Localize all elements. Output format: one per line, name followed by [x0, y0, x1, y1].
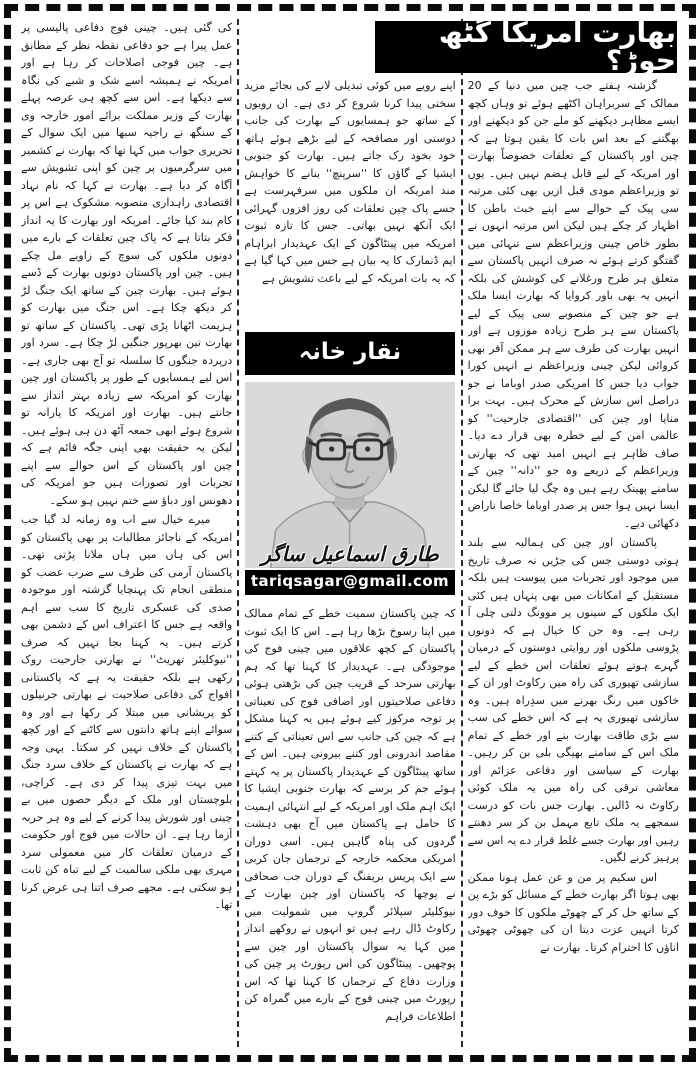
column-label: نقار خانہ — [298, 339, 402, 365]
column-middle-bottom-text — [244, 605, 455, 1047]
author-name-overlay: طارق اسماعیل ساگر — [261, 542, 439, 566]
article-paragraph: میرے خیال سے اب وہ زمانہ لد گیا جب امریکہ کے ناجائز مطالبات پر بھی پاکستان کو اس کی ہاں میں ہاں ملانا پڑتی تھی۔ پاکستان آرمی کی طرف سے ضرب عضب کو منطقی انجام تک پہنچایا گزشتہ اور موجودہ صدی کی عسکری تاریخ کا سب سے اہم واقعہ ہے جس کا اعتراف اس کے دشمن بھی کرتے ہیں۔ یہ کہنا بجا نہیں کہ صرف ''نیوکلیئر تھریٹ'' نے بھارتی جارحیت روک رکھی ہے بلکہ حقیقت یہ ہے کہ پاکستانی افواج کی دفاعی صلاحیت نے بھارتی جرنیلوں کو پریشانی میں مبتلا کر رکھا ہے اور وہ سوائے اپنے ہاتھ دانتوں سے کاٹنے کے اور کچھ پاکستان کے خلاف نہیں کر سکتا۔ یہی وجہ ہے کہ بھارت نے پاکستان کے خلاف سرد جنگ میں بہت تیزی پیدا کر دی ہے۔ کراچی، بلوچستان اور ملک کے دیگر حصوں میں بے چینی اور شورش پیدا کرنے کے لیے وہ ہر حربہ آزما رہا ہے۔ ان حالات میں فوج اور حکومت کے درمیان تعلقات کار میں معمولی سرد مہری بھی ملکی سالمیت کے لیے تباہ کن ثابت ہو سکتی ہے۔ مجھے صرف اتنا ہی عرض کرنا تھا۔ — [21, 513, 233, 911]
article-paragraph: کی گئی ہیں۔ چینی فوج دفاعی پالیسی پر عمل پیرا ہے جو دفاعی نقطہ نظر کے مطابق ہے۔ چین فوجی اصلاحات کر رہا ہے اور امریکہ نے ہمیشہ اسے شک و شبے کی نگاہ سے دیکھا ہے۔ اس سے کچھ ہی عرصہ پہلے بھارت کے وزیر مملکت برائے امور خارجہ وی کے سنگھ نے راجیہ سبھا میں ایک سوال کے تحریری جواب میں کہا تھا کہ بھارت نے کشمیر میں سرگرمیوں پر چین کو اپنی تشویش سے آگاہ کر دیا ہے۔ بھارت نے کہا کہ نام نہاد اقتصادی راہداری منصوبہ مشکوک ہے اس پر کام بند کیا جائے۔ امریکہ اور بھارت کا یہ انداز فکر بتاتا ہے کہ پاک چین تعلقات کے بارے میں دونوں ملکوں کی سوچ کے زاویے مل چکے ہیں۔ چین اور پاکستان دونوں بھارت کے ڈسے ہوئے ہیں۔ بھارت چین کے ساتھ ایک جنگ لڑ کر دیکھ چکا ہے۔ اس جنگ میں بھارت کو ہزیمت اٹھانا پڑی تھی۔ پاکستان کے ساتھ تو بھارت تین بھرپور جنگیں لڑ چکا ہے۔ سرد اور درپردہ جنگوں کا سلسلہ تو آج بھی جاری ہے۔ اس لیے ہمسایوں کے طور پر پاکستان اور چین بھارت کو امریکہ سے زیادہ بہتر انداز سے جانتے ہیں۔ بھارت اور امریکہ کا یارانہ تو شروع ہوئے ابھی جمعہ آٹھ دن ہی ہوئے ہیں۔ لیکن یہ حقیقت بھی اپنی جگہ قائم ہے کہ چین اور پاکستان کے اس حوالے سے اپنے تجربات اور تصورات ہیں جو امریکہ کی دھونس اور دباؤ سے ختم نہیں ہو سکے۔ — [21, 21, 233, 507]
column-middle — [244, 19, 455, 1047]
column-right — [468, 19, 679, 1047]
column-divider — [461, 19, 463, 1047]
column-left — [21, 19, 232, 1047]
author-photo — [245, 382, 454, 568]
article-paragraph: کہ چین پاکستان سمیت خطے کے تمام ممالک میں اپنا رسوخ بڑھا رہا ہے۔ اس کا ایک ثبوت پاکستان کے کچھ علاقوں میں چینی فوج کی موجودگی ہے۔ عہدیدار کا کہنا تھا کہ ہم بھارتی سرحد کے قریب چین کی بڑھتی ہوئی دفاعی صلاحیتوں اور اضافی فوج کی تعیناتی پر توجہ مرکوز کیے ہوئے ہیں یہ کہنا مشکل ہے کہ چین کی جانب سے اس تعیناتی کے کتنے مقاصد اندرونی اور کتنے بیرونی ہیں۔ اس کے ساتھ پینٹاگون کے عہدیدار پاکستان پر یہ کہتے ہوئے جم کر برسے کہ بھارت جنوبی ایشیا کا ایک اہم ملک اور امریکہ کے لیے انتہائی اہمیت کا حامل ہے پاکستان میں آج بھی دہشت گردوں کی پناہ گاہیں ہیں۔ اسی دوران امریکی محکمہ خارجہ کے ترجمان جان کربی سے ایک پریس بریفنگ کے دوران جب صحافی نے پوچھا کہ پاکستان اور چین بھارت کے نیوکلیئر سپلائر گروپ میں شمولیت میں رکاوٹ ڈال رہے ہیں تو انہوں نے روکھے انداز میں کہا یہ سوال پاکستان اور چین سے پوچھیں۔ پینٹاگون کی اس رپورٹ پر چین کی وزارت دفاع کے ترجمان کا کہنا تھا کہ اس رپورٹ میں چینی فوج کے بارے میں گمراہ کن اطلاعات فراہم — [244, 607, 456, 1023]
author-email-bar: tariqsagar@gmail.com — [245, 570, 454, 595]
article-paragraph: اس سکیم پر من و عن عمل ہونا ممکن بھی ہوتا اگر بھارت خطے کے مسائل کو بڑے پن کے ساتھ حل کر کے چھوٹے ملکوں کا خوف دور کرتا انہیں عزت دیتا ان کی چھوٹی چھوٹی اناؤں کا احترام کرتا۔ بھارت نے — [467, 870, 679, 954]
column-divider — [237, 19, 239, 1047]
column-label-box — [245, 332, 454, 375]
article-paragraph: پاکستان اور چین کی ہمالیہ سے بلند ہوتی دوستی جس کی جڑیں نہ صرف تاریخ میں موجود اور تجربات میں پیوست ہیں بلکہ مستقبل کے امکانات میں بھی پنہاں ہیں کئی ایک ملکوں کے سینوں پر موونگ دلتی چلی آ رہی ہے۔ وہ جن کا خیال ہے کہ دونوں پڑوسی ملکوں اور روایتی دوستوں کے درمیان گہرے ہوتے ہوئے تعلقات اس خطے کے لیے سازشی تھیوری کی راہ میں رکاوٹ اور ان کے خاکوں میں رنگ بھرنے میں سدِراہ ہیں۔ وہ سازشی تھیوری یہ ہے کہ اس خطے کی سب سے بڑی طاقت بھارت بنے اور خطے کے تمام ملک اس کے سامنے بھیگی بلی بن کر رہیں۔ بھارت کے سیاسی اور دفاعی عزائم اور معاشی ترقی کی راہ میں یہ ملک کوئی رکاوٹ نہ ڈالیں۔ بھارت جس بات کو درست سمجھے یہ ملک تابع مہمل بن کر سر دھنتے رہیں اور بھارت جسے غلط قرار دے یہ اس سے پرہیز کرنے لگیں۔ — [467, 536, 679, 864]
article-title-box — [376, 16, 676, 77]
portrait-illustration — [245, 382, 454, 568]
column-middle-top-text — [244, 77, 455, 325]
article-paragraph: اپنے رویے میں کوئی تبدیلی لانے کی بجائے مزید سختی پیدا کرنا شروع کر دی ہے۔ ان رویوں کے ساتھ جو ہمسایوں کے بھارت کی جانب دوستی اور مصافحہ کے لیے بڑھے ہوئے ہاتھ خود بخود رک جاتے ہیں۔ بھارت کو جنوبی ایشیا کے گاؤں کا ''سرپنچ'' بنانے کا خواہش مند امریکہ ان ملکوں میں سرفہرست ہے جسے پاک چین تعلقات کی روز افزوں گہرائی ایک آنکھ نہیں بھاتی۔ جس کا تازہ ثبوت امریکہ میں پینٹاگون کے ایک عہدیدار ابراہام ایم ڈنمارک کا یہ بیان ہے جس میں کہا گیا ہے کہ یہ بات امریکہ کے لیے باعث تشویش ہے — [244, 79, 456, 285]
article-title: بھارت امریکا گٹھ جوڑ؟ — [438, 16, 676, 77]
article-paragraph: گزشتہ ہفتے جب چین میں دنیا کے 20 ممالک کے سربراہان اکٹھے ہوئے تو وہاں کچھ ایسے مظاہر دیکھنے کو ملے جن کو دیکھنے اور بھگتنے کے بعد اس بات کا یقین ہوتا ہے کہ چین اور پاکستان کے تعلقات خصوصاً بھارت اور امریکہ کے لیے قابل ہضم نہیں ہیں۔ یوں تو وزیراعظم مودی قبل ازیں بھی کئی مرتبہ سی پیک کے حوالے سے اپنے خبث باطن کا اظہار کر چکے ہیں لیکن اس مرتبہ انہوں نے بطور خاص چینی وزیراعظم سے تنہائی میں گفتگو کرتے ہوئے نہ صرف انہیں پاکستان سے متعلق ہر طرح ورغلانے کی کوشش کی بلکہ انہیں یہ بھی باور کروایا کہ بھارت ایسا ملک ہے جو چین کے منصوبے سی پیک کے لیے پاکستان سے ہر طرح زیادہ موزوں ہے اور انہیں بھارت کی طرف سے ہر ممکن آفر بھی کروائی لیکن چینی وزیراعظم نے انہیں کورا جواب دیا جس کا امریکی صدر اوباما نے جو دراصل اس سازش کے محرک ہیں۔ بہت برا منایا اور چین کی ''اقتصادی جارحیت'' کو عالمی امن کے لیے خطرہ بھی قرار دے دیا۔ صاف ظاہر ہے انہیں امید تھی کہ بھارتی وزیراعظم کے ذریعے وہ جو ''دانہ'' چین کے سامنے پھینک رہے ہیں وہ چگ لیا جائے گا لیکن ایسا نہیں ہوا جس پر صدر اوباما خاصا ناراض دکھائی دیے۔ — [467, 79, 679, 530]
dashed-page-frame — [4, 4, 696, 1062]
article-columns — [21, 16, 679, 1047]
